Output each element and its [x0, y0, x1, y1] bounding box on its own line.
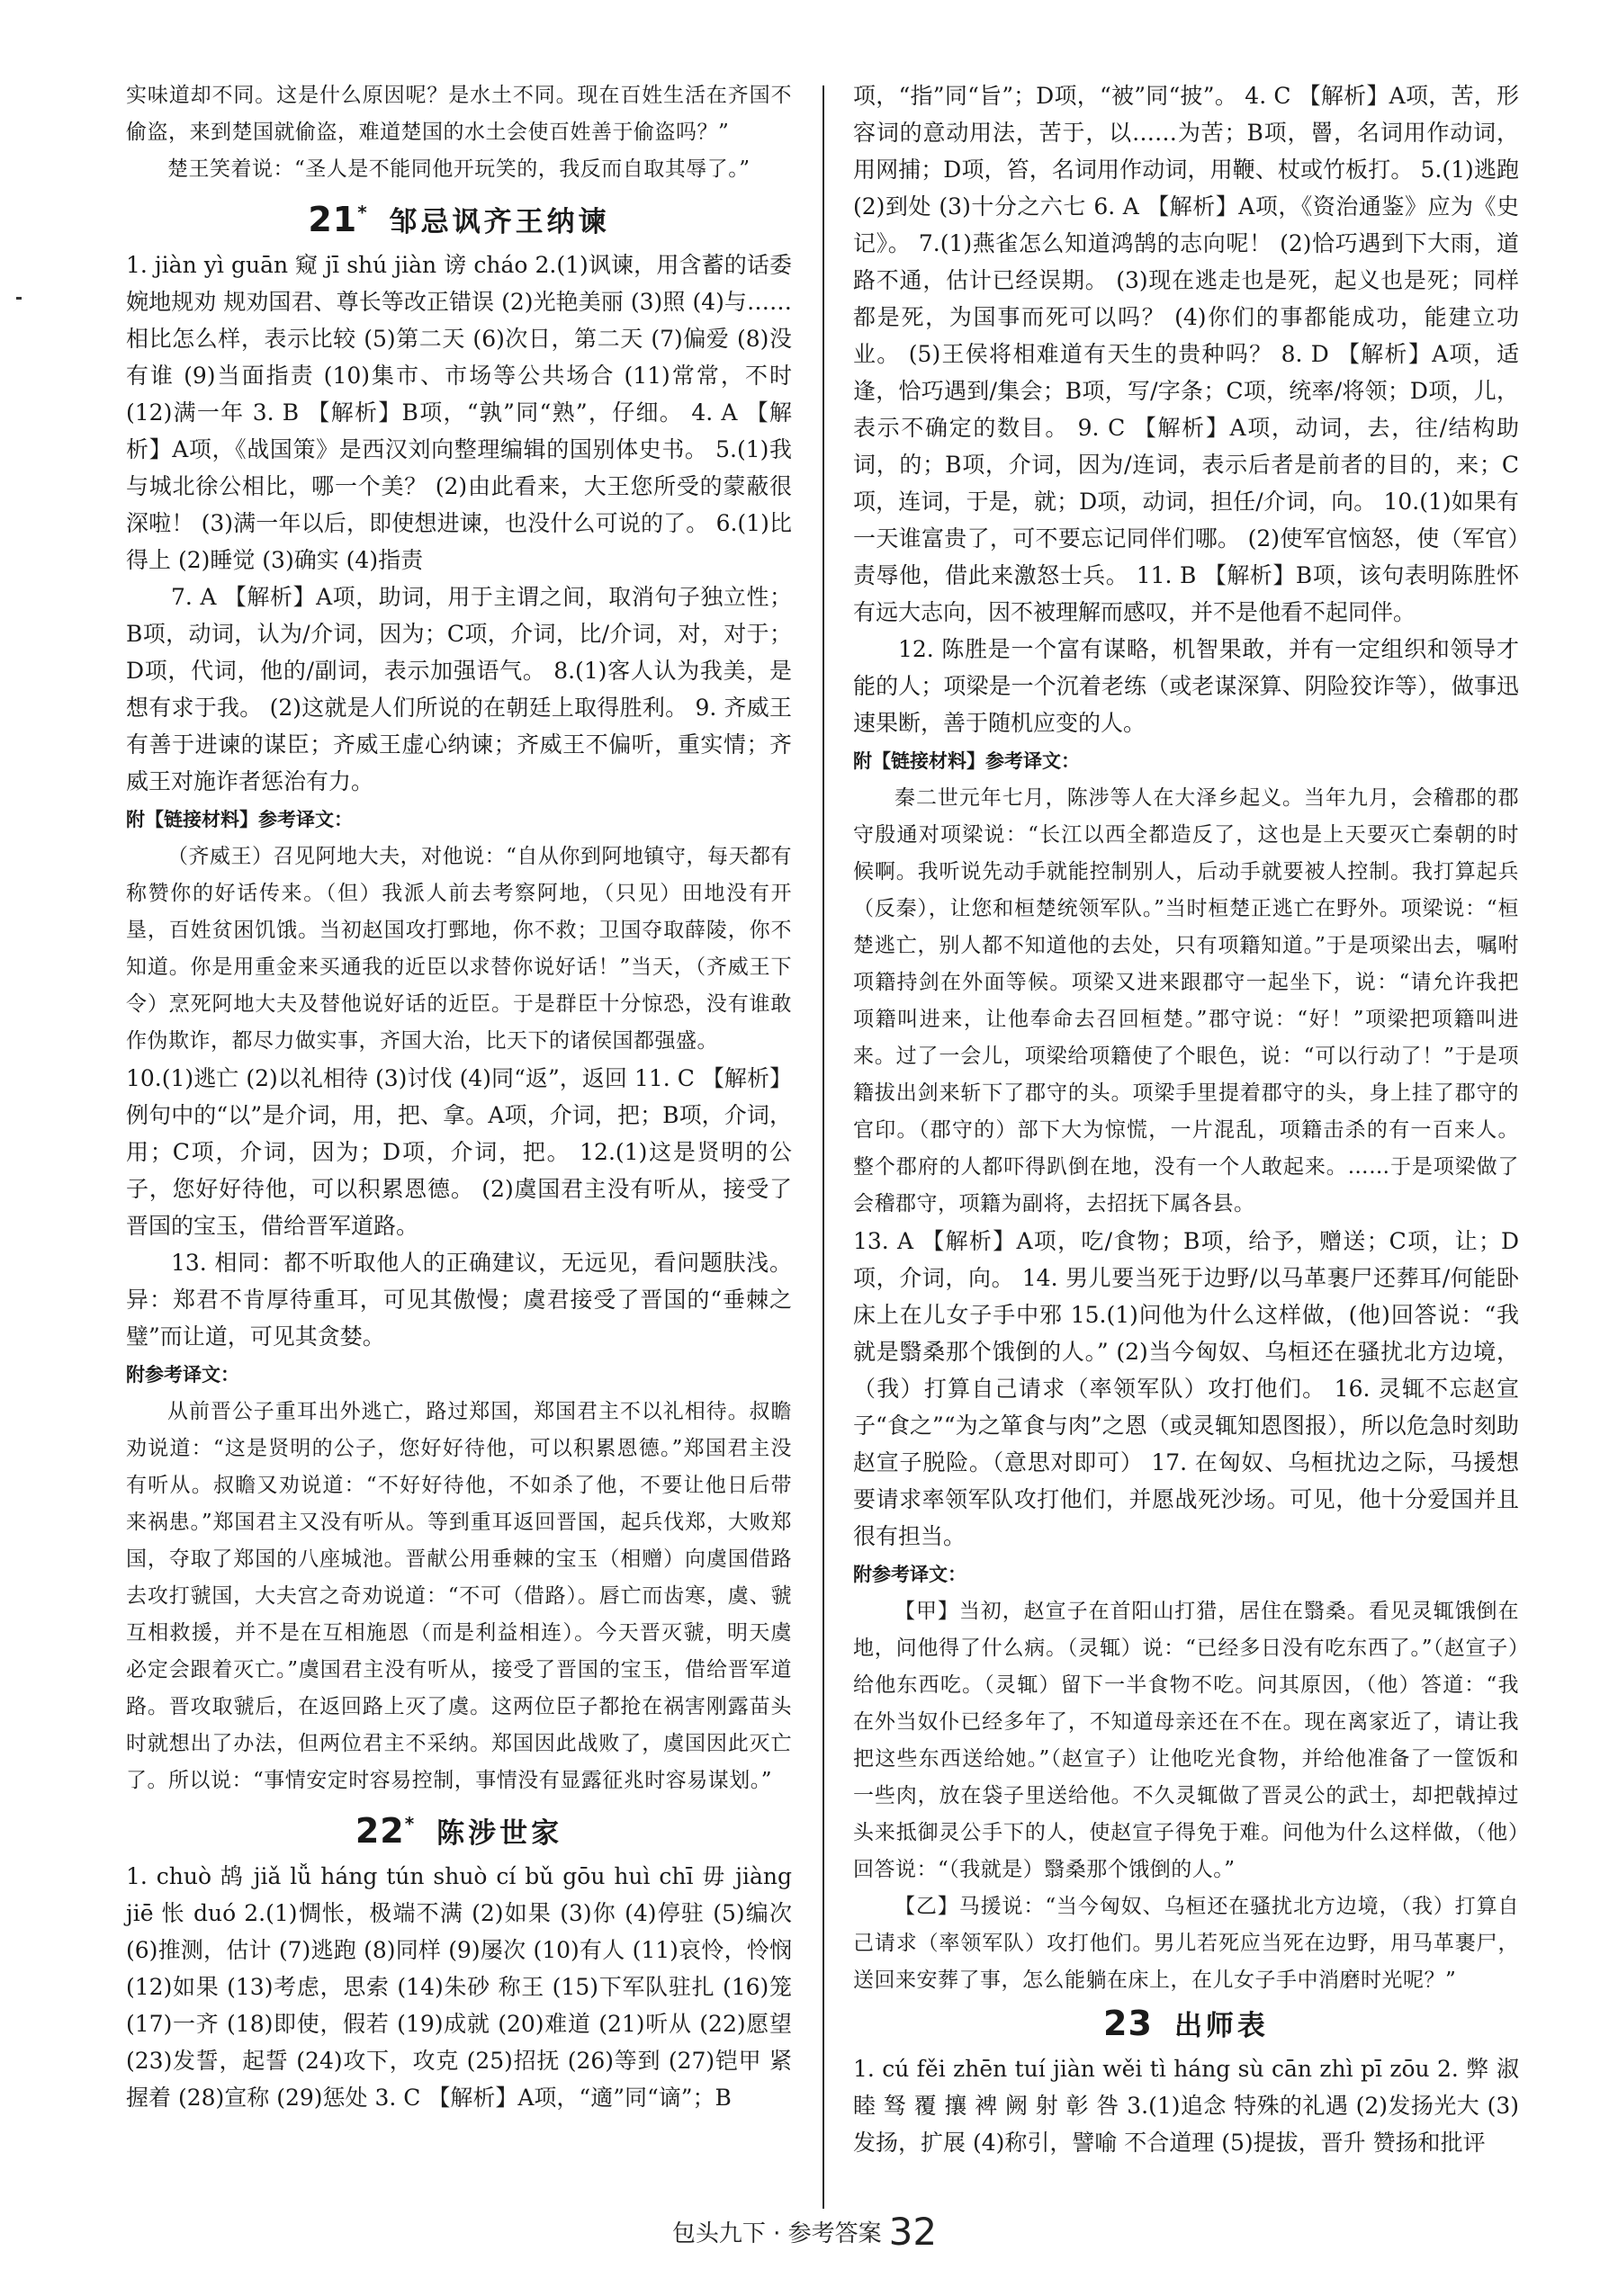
answers-21-part1: 1. jiàn yì guān 窥 jī shú jiàn 谤 cháo 2.(1)讽谏，用含蓄的话委婉地规劝 规劝国君、尊长等改正错误 (2)光艳美丽 (3)照 (4)与……相比怎么样，表示比较 (5)第二天 (6)次日，第二天 (7)偏爱 (8)没有谁 (9)当面指责 (10)集市、市场等公共场合 (11)常常，不时 (12)满一年 3. B 【解析】B项，“孰”同“熟”，仔细。 4. A 【解析】A项，《战国策》是西汉刘向整理编辑的国别体史书。 5.(1)我与城北徐公相比，哪一个美？ (2)由此看来，大王您所受的蒙蔽很深啦！ (3)满一年以后，即使想进谏，也没什么可说的了。 6.(1)比得上 (2)睡觉 (3)确实 (4)指责	[126, 252, 792, 573]
translation-label-2: 附参考译文：	[126, 1364, 239, 1386]
intro-para-1: 实味道却不同。这是什么原因呢？是水土不同。现在百姓生活在齐国不偷盗，来到楚国就偷盗，难道楚国的水土会使百姓善于偷盗吗？”	[126, 84, 792, 144]
answers-21-part3: 10.(1)逃亡 (2)以礼相待 (3)讨伐 (4)同“返”，返回 11. C 【解析】例句中的“以”是介词，用，把、拿。A项，介词，把；B项，介词，用；C项，介词，因为；D项，介词，把。 12.(1)这是贤明的公子，您好好待他，可以积累恩德。 (2)虞国君主没有听从，接受了晋国的宝玉，借给晋军道路。	[126, 1065, 792, 1239]
section-title: 邹忌讽齐王纳谏	[389, 206, 610, 238]
answers-22-q12: 12. 陈胜是一个富有谋略，机智果敢，并有一定组织和领导才能的人；项梁是一个沉着老练（或老谋深算、阴险狡诈等），做事迅速果断，善于随机应变的人。	[853, 636, 1519, 736]
translation-label-4: 附参考译文：	[853, 1564, 966, 1585]
translation-label: 附【链接材料】参考译文：	[126, 809, 353, 830]
translation-label-3: 附【链接材料】参考译文：	[853, 750, 1080, 772]
translation-22: 秦二世元年七月，陈涉等人在大泽乡起义。当年九月，会稽郡的郡守殷通对项梁说：“长江以西全都造反了，这也是上天要灭亡秦朝的时候啊。我听说先动手就能控制别人，后动手就要被人控制。我打算起兵（反秦），让您和桓楚统领军队。”当时桓楚正逃亡在野外。项梁说：“桓楚逃亡，别人都不知道他的去处，只有项籍知道。”于是项梁出去，嘱咐项籍持剑在外面等候。项梁又进来跟郡守一起坐下，说：“请允许我把项籍叫进来，让他奉命去召回桓楚。”郡守说：“好！”项梁把项籍叫进来。过了一会儿，项梁给项籍使了个眼色，说：“可以行动了！”于是项籍拔出剑来斩下了郡守的头。项梁手里提着郡守的头，身上挂了郡守的官印。（郡守的）部下大为惊慌，一片混乱，项籍击杀的有一百来人。整个郡府的人都吓得趴倒在地，没有一个人敢起来。……于是项梁做了会稽郡守，项籍为副将，去招抚下属各县。	[853, 786, 1519, 1215]
answers-22-part2: 13. A 【解析】A项，吃/食物；B项，给予，赠送；C项，让；D项，介词，向。 14. 男儿要当死于边野/以马革裹尸还葬耳/何能卧床上在儿女子手中邪 15.(1)问他为什么这样做，(他)回答说：“我就是翳桑那个饿倒的人。” (2)当今匈奴、乌桓还在骚扰北方边境，（我）打算自己请求（率领军队）攻打他们。 16. 灵辄不忘赵宣子“食之”“为之箪食与肉”之恩（或灵辄知恩图报），所以危急时刻助赵宣子脱险。（意思对即可） 17. 在匈奴、乌桓扰边之际，马援想要请求率领军队攻打他们，并愿战死沙场。可见，他十分爱国并且很有担当。	[853, 1228, 1519, 1549]
answers-21-part4: 13. 相同：都不听取他人的正确建议，无远见，看问题肤浅。异：郑君不肯厚待重耳，可见其傲慢；虞君接受了晋国的“垂棘之璧”而让道，可见其贪婪。	[126, 1250, 792, 1350]
translation-21: （齐威王）召见阿地大夫，对他说：“自从你到阿地镇守，每天都有称赞你的好话传来。（但）我派人前去考察阿地，（只见）田地没有开垦，百姓贫困饥饿。当初赵国攻打鄄地，你不救；卫国夺取薛陵，你不知道。你是用重金来买通我的近臣以求替你说好话！”当天，（齐威王下令）烹死阿地大夫及替他说好话的近臣。于是群臣十分惊恐，没有谁敢作伪欺诈，都尽力做实事，齐国大治，比天下的诸侯国都强盛。	[126, 845, 792, 1053]
right-column	[853, 77, 1519, 2161]
section-star: *	[404, 1813, 416, 1834]
section-number: 22	[355, 1811, 405, 1851]
section-title: 出师表	[1173, 2010, 1269, 2042]
translation-21b: 从前晋公子重耳出外逃亡，路过郑国，郑国君主不以礼相待。叔瞻劝说道：“这是贤明的公子，您好好待他，可以积累恩德。”郑国君主没有听从。叔瞻又劝说道：“不好好待他，不如杀了他，不要让他日后带来祸患。”郑国君主又没有听从。等到重耳返回晋国，起兵伐郑，大败郑国，夺取了郑国的八座城池。晋献公用垂棘的宝玉（相赠）向虞国借路去攻打虢国，大夫宫之奇劝说道：“不可（借路）。唇亡而齿寒，虞、虢互相救援，并不是在互相施恩（而是利益相连）。今天晋灭虢，明天虞必定会跟着灭亡。”虞国君主没有听从，接受了晋国的宝玉，借给晋军道路。晋攻取虢后，在返回路上灭了虞。这两位臣子都抢在祸害刚露苗头时就想出了办法，但两位君主不采纳。郑国因此战败了，虞国因此灭亡了。所以说：“事情安定时容易控制，事情没有显露征兆时容易谋划。”	[126, 1400, 792, 1792]
page-footer	[0, 2210, 1609, 2254]
column-divider	[822, 85, 824, 2209]
scan-mark	[16, 297, 22, 300]
answers-22-part1: 1. chuò 鸪 jiǎ lǚ háng tún shuò cí bǔ gōu huì chī 毋 jiàng jiē 怅 duó 2.(1)惆怅，极端不满 (2)如果 (3)你 (4)停驻 (5)编次 (6)推测，估计 (7)逃跑 (8)同样 (9)屡次 (10)有人 (11)哀怜，怜悯 (12)如果 (13)考虑，思索 (14)朱砂 称王 (15)下军队驻扎 (16)笼 (17)一齐 (18)即使，假若 (19)成就 (20)难道 (21)听从 (22)愿望 (23)发誓，起誓 (24)攻下，攻克 (25)招抚 (26)等到 (27)铠甲 紧握着 (28)宣称 (29)惩处 3. C 【解析】A项，“適”同“谪”；B	[126, 1863, 792, 2111]
section-heading-21	[126, 190, 792, 245]
section-number: 23	[1103, 2004, 1153, 2043]
intro-para-2: 楚王笑着说：“圣人是不能同他开玩笑的，我反而自取其辱了。”	[167, 157, 751, 181]
left-column	[126, 77, 792, 2116]
section-heading-22	[126, 1801, 792, 1856]
section-number: 21	[308, 200, 358, 239]
page-number: 32	[888, 2210, 938, 2254]
section-title: 陈涉世家	[436, 1817, 563, 1850]
section-star: *	[357, 202, 368, 223]
footer-text: 包头九下 · 参考答案	[671, 2220, 882, 2247]
translation-22-yi: 【乙】马援说：“当今匈奴、乌桓还在骚扰北方边境，（我）打算自己请求（率领军队）攻打他们。男儿若死应当死在边野，用马革裹尸，送回来安葬了事，怎么能躺在床上，在儿女子手中消磨时光呢？”	[853, 1895, 1519, 1992]
translation-22-jia: 【甲】当初，赵宣子在首阳山打猎，居住在翳桑。看见灵辄饿倒在地，问他得了什么病。（灵辄）说：“已经多日没有吃东西了。”（赵宣子）给他东西吃。（灵辄）留下一半食物不吃。问其原因，（他）答道：“我在外当奴仆已经多年了，不知道母亲还在不在。现在离家近了，请让我把这些东西送给她。”（赵宣子）让他吃光食物，并给他准备了一筐饭和一些肉，放在袋子里送给他。不久灵辄做了晋灵公的武士，却把戟掉过头来抵御灵公手下的人，使赵宣子得免于难。问他为什么这样做，（他）回答说：“（我就是）翳桑那个饿倒的人。”	[853, 1600, 1519, 1881]
answers-22-cont: 项，“指”同“旨”；D项，“被”同“披”。 4. C 【解析】A项，苦，形容词的意动用法，苦于，以……为苦；B项，罾，名词用作动词，用网捕；D项，笞，名词用作动词，用鞭、杖或竹板打。 5.(1)逃跑 (2)到处 (3)十分之六七 6. A 【解析】A项，《资治通鉴》应为《史记》。 7.(1)燕雀怎么知道鸿鹄的志向呢！ (2)恰巧遇到下大雨，道路不通，估计已经误期。 (3)现在逃走也是死，起义也是死；同样都是死，为国事而死可以吗？ (4)你们的事都能成功，能建立功业。 (5)王侯将相难道有天生的贵种吗？ 8. D 【解析】A项，适逢，恰巧遇到/集会；B项，写/字条；C项，统率/将领；D项，儿，表示不确定的数目。 9. C 【解析】A项，动词，去，往/结构助词，的；B项，介词，因为/连词，表示后者是前者的目的，来；C项，连词，于是，就；D项，动词，担任/介词，向。 10.(1)如果有一天谁富贵了，可不要忘记同伴们哪。 (2)使军官恼怒，使（军官）责辱他，借此来激怒士兵。 11. B 【解析】B项，该句表明陈胜怀有远大志向，因不被理解而感叹，并不是他看不起同伴。	[853, 83, 1519, 625]
section-heading-23	[853, 2001, 1519, 2049]
answers-21-part2: 7. A 【解析】A项，助词，用于主谓之间，取消句子独立性；B项，动词，认为/介词，因为；C项，介词，比/介词，对，对于；D项，代词，他的/副词，表示加强语气。 8.(1)客人认为我美，是想有求于我。 (2)这就是人们所说的在朝廷上取得胜利。 9. 齐威王有善于进谏的谋臣；齐威王虚心纳谏；齐威王不偏听，重实情；齐威王对施诈者惩治有力。	[126, 584, 792, 794]
answers-23: 1. cú fěi zhēn tuí jiàn wěi tì háng sù cān zhì pī zōu 2. 弊 淑 睦 驽 覆 攘 裨 阙 射 彰 咎 3.(1)追念 特殊的礼遇 (2)发扬光大 (3)发扬，扩展 (4)称引，譬喻 不合道理 (5)提拔，晋升 赞扬和批评	[853, 2056, 1519, 2156]
